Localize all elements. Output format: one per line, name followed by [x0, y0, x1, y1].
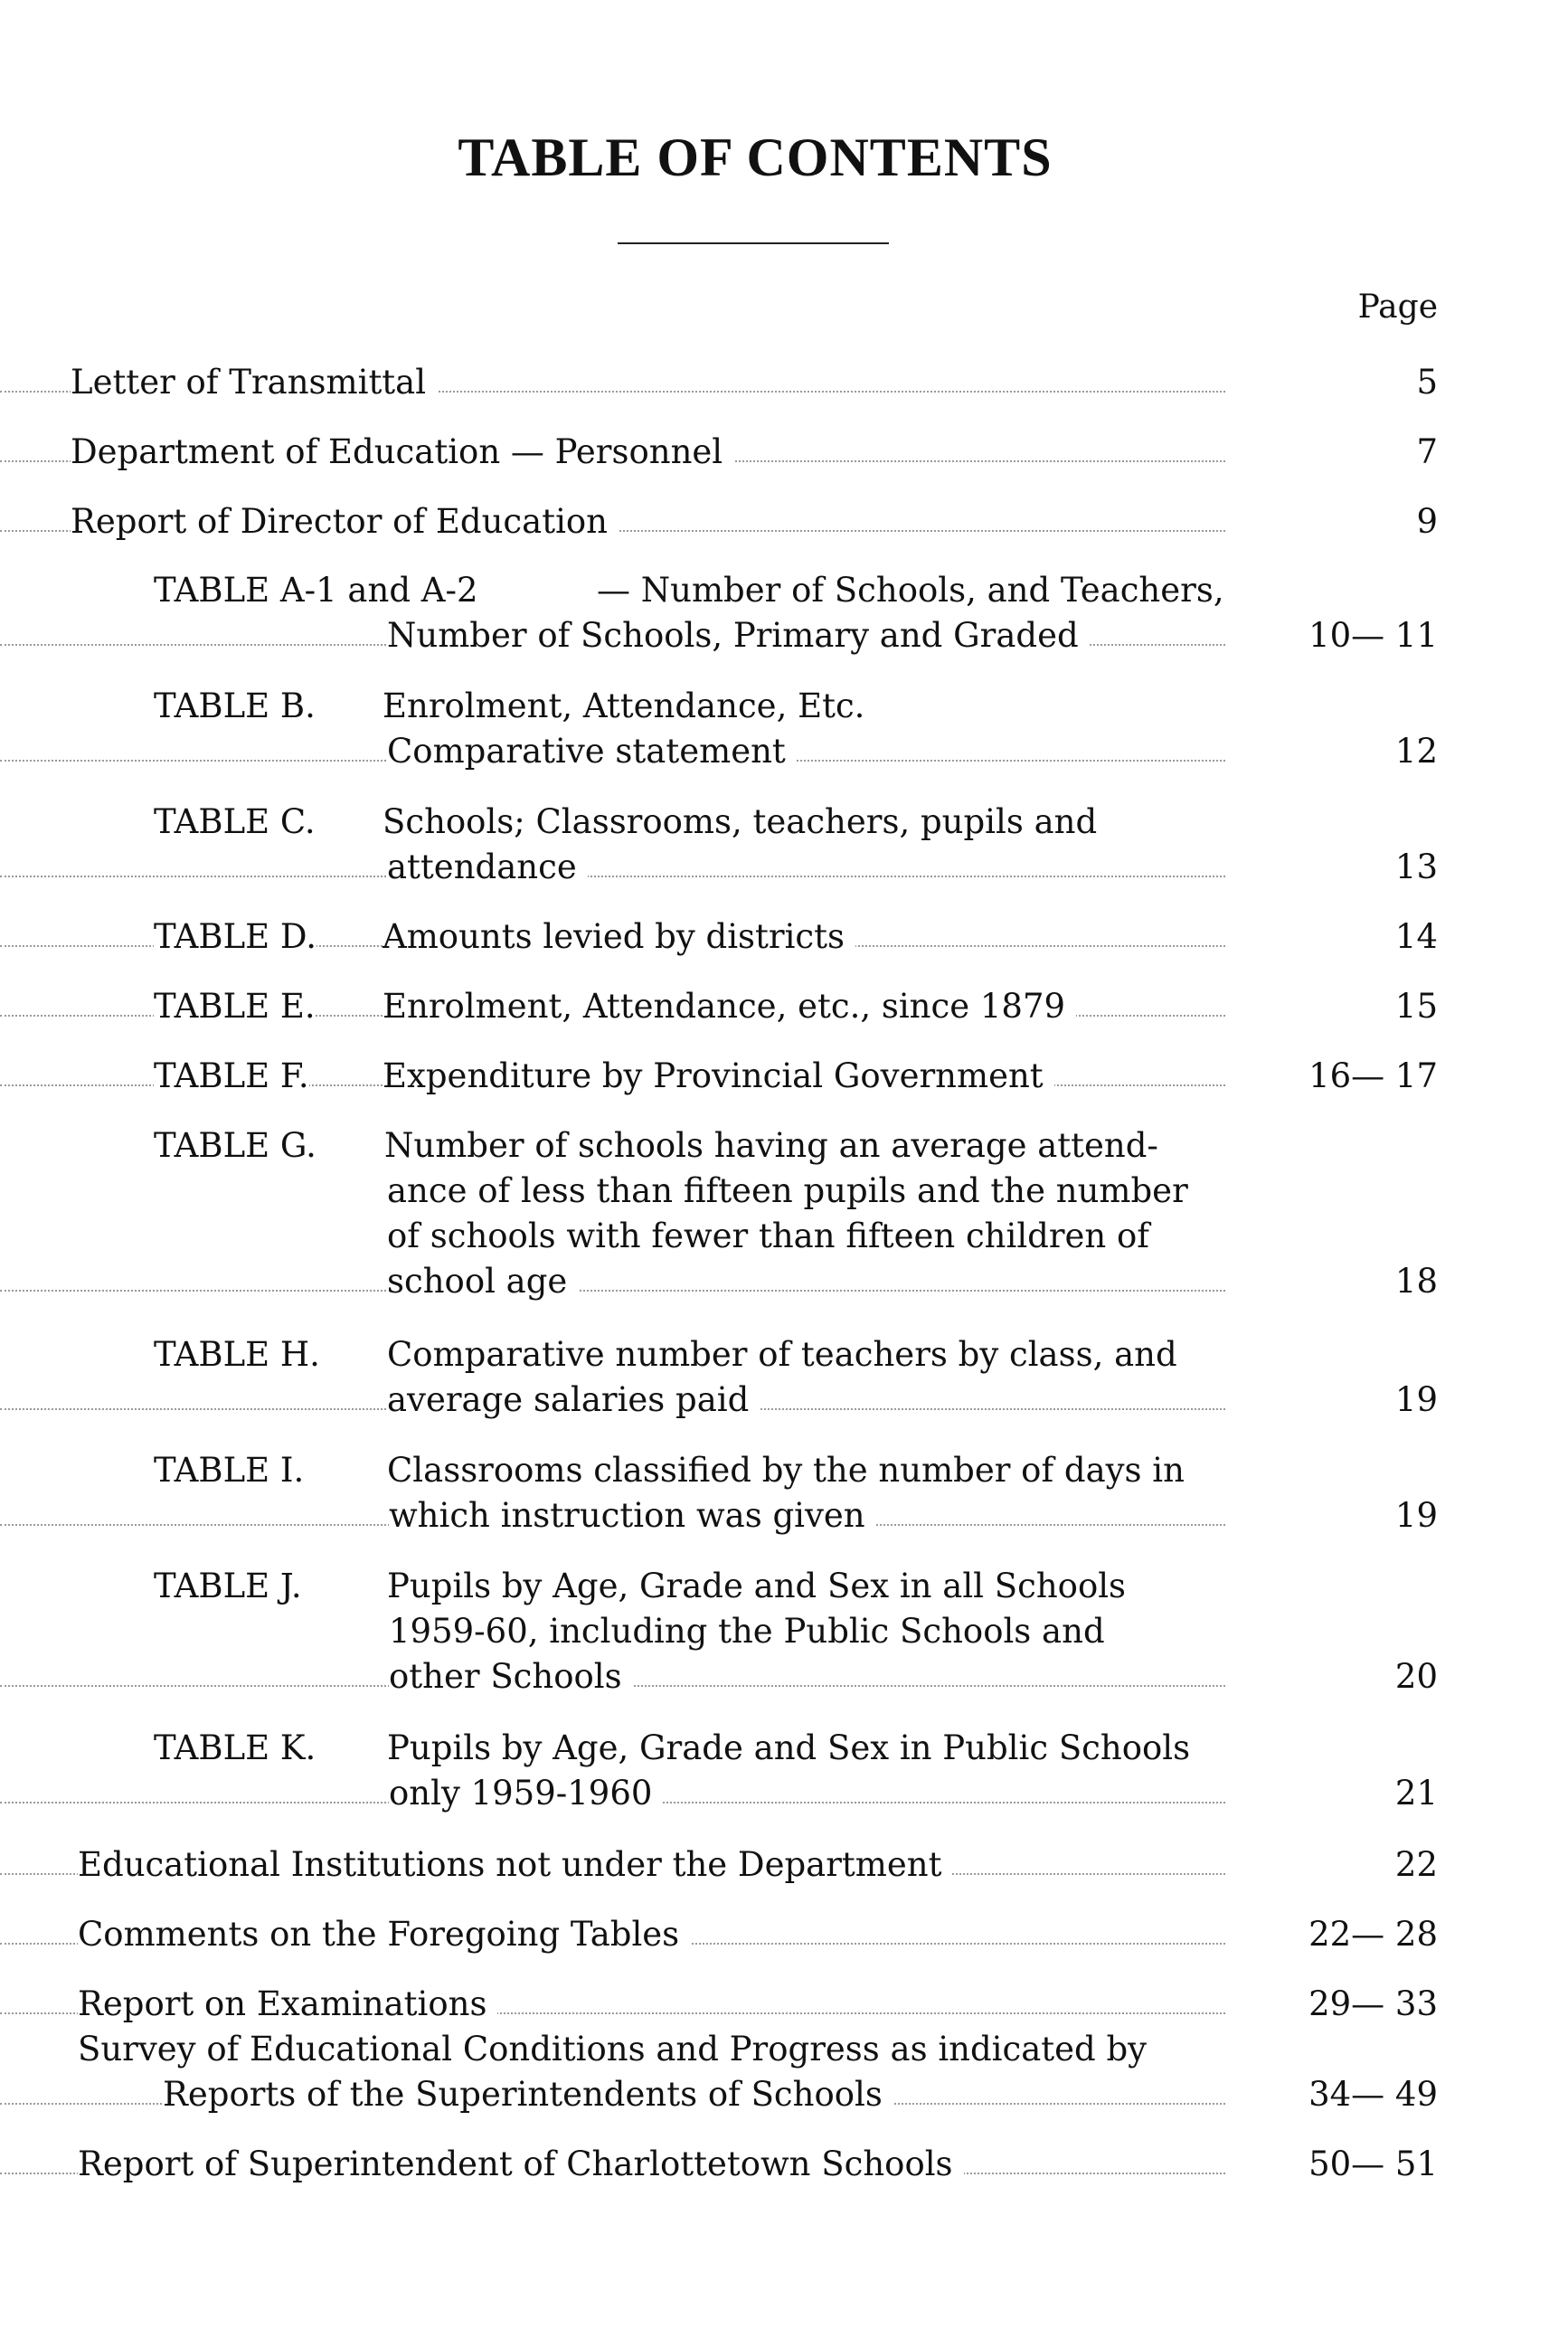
- page-number: 50— 51: [1308, 2144, 1438, 2183]
- toc-entry-director-report: [0, 499, 1568, 544]
- page-number: 18: [1394, 1262, 1438, 1301]
- toc-entry-educational-institutions: [0, 1842, 1568, 1888]
- entry-text: Number of Schools, Primary and Graded: [387, 613, 1090, 658]
- toc-entry-line: [0, 2072, 1568, 2117]
- entry-text: Schools; Classrooms, teachers, pupils and: [383, 802, 1098, 841]
- entry-text: Comments on the Foregoing Tables: [78, 1912, 690, 1957]
- page-number: 14: [1394, 917, 1438, 956]
- dot-leader: [0, 876, 1225, 877]
- toc-entry-table-e: [0, 984, 1568, 1029]
- toc-entry-line: [0, 684, 1568, 729]
- entry-text: Enrolment, Attendance, Etc.: [383, 686, 865, 725]
- toc-entry-line: [0, 1912, 1568, 1957]
- entry-text: Department of Education — Personnel: [71, 430, 733, 475]
- entry-text: of schools with fewer than fifteen children of: [387, 1217, 1149, 1255]
- page-number: 19: [1394, 1380, 1438, 1419]
- entry-text: 1959-60, including the Public Schools and: [389, 1612, 1105, 1651]
- entry-text: Classrooms classified by the number of days in: [387, 1451, 1185, 1490]
- toc-entry-line: [0, 568, 1568, 613]
- table-label: TABLE C.: [154, 802, 316, 841]
- toc-entry-survey: [0, 2027, 1568, 2117]
- toc-entry-line: [0, 2142, 1568, 2187]
- table-label: TABLE K.: [154, 1728, 316, 1767]
- toc-entry-line: [0, 1726, 1568, 1771]
- entry-text: attendance: [387, 845, 588, 890]
- toc-entry-comments: [0, 1912, 1568, 1957]
- entry-text: other Schools: [389, 1654, 633, 1699]
- toc-entry-table-f: [0, 1054, 1568, 1099]
- page-number: 22: [1394, 1845, 1438, 1884]
- toc-entry-line: [0, 1982, 1568, 2027]
- toc-entry-line: [0, 1123, 1568, 1169]
- toc-entry-line: [0, 1654, 1568, 1699]
- entry-text: school age: [387, 1259, 578, 1304]
- page-number: 5: [1416, 363, 1438, 402]
- table-label: TABLE A-1 and A-2: [154, 571, 478, 610]
- page-number: 22— 28: [1308, 1915, 1438, 1954]
- table-label: TABLE H.: [154, 1335, 320, 1374]
- title-divider: [618, 242, 889, 244]
- toc-entry-table-k: [0, 1726, 1568, 1816]
- toc-entry-line: [0, 1771, 1568, 1816]
- page-number: 13: [1394, 847, 1438, 886]
- toc-entry-table-i: [0, 1448, 1568, 1538]
- toc-entry-line: [0, 1332, 1568, 1378]
- toc-entry-table-g: [0, 1123, 1568, 1304]
- page-number: 21: [1394, 1774, 1438, 1813]
- entry-text: only 1959-1960: [389, 1771, 663, 1816]
- toc-entry-line: [0, 1259, 1568, 1304]
- entry-text: Pupils by Age, Grade and Sex in Public Schools: [387, 1728, 1191, 1767]
- entry-text: Number of schools having an average attend-: [384, 1126, 1158, 1165]
- toc-entry-line: [0, 430, 1568, 475]
- toc-entry-line: [0, 1842, 1568, 1888]
- table-label: TABLE D.: [154, 914, 316, 960]
- entry-text: Report on Examinations: [78, 1982, 497, 2027]
- toc-entry-line: [0, 499, 1568, 544]
- toc-entry-department-personnel: [0, 430, 1568, 475]
- toc-entry-line: [0, 845, 1568, 890]
- toc-entry-line: [0, 1448, 1568, 1493]
- toc-entry-table-c: [0, 800, 1568, 890]
- page-number: 10— 11: [1308, 616, 1438, 655]
- page-number: 29— 33: [1308, 1984, 1438, 2023]
- page-number: 34— 49: [1308, 2075, 1438, 2114]
- page-number: 12: [1394, 732, 1438, 771]
- toc-entry-line: [0, 1493, 1568, 1538]
- toc-entry-line: [0, 729, 1568, 774]
- table-label: TABLE B.: [154, 686, 316, 725]
- table-label: TABLE F.: [154, 1054, 309, 1099]
- entry-text: Educational Institutions not under the Department: [78, 1842, 952, 1888]
- toc-entry-letter-of-transmittal: [0, 360, 1568, 405]
- toc-entry-line: [0, 984, 1568, 1029]
- entry-text: Enrolment, Attendance, etc., since 1879: [383, 984, 1076, 1029]
- page-number: 15: [1394, 987, 1438, 1026]
- toc-entry-table-a: [0, 568, 1568, 658]
- entry-text: average salaries paid: [387, 1378, 760, 1423]
- toc-entry-line: [0, 800, 1568, 845]
- toc-entry-charlottetown: [0, 2142, 1568, 2187]
- entry-text: ance of less than fifteen pupils and the number: [387, 1171, 1188, 1210]
- toc-entry-line: [0, 1214, 1568, 1259]
- toc-entry-table-h: [0, 1332, 1568, 1423]
- entry-text: Report of Superintendent of Charlottetown Schools: [78, 2142, 964, 2187]
- toc-entry-examinations: [0, 1982, 1568, 2027]
- toc-entry-line: [0, 613, 1568, 658]
- toc-entry-line: [0, 914, 1568, 960]
- entry-text: Expenditure by Provincial Government: [383, 1054, 1054, 1099]
- table-label: TABLE I.: [154, 1451, 305, 1490]
- toc-entry-line: [0, 1609, 1568, 1654]
- table-label: TABLE J.: [154, 1567, 302, 1605]
- page-title: TABLE OF CONTENTS: [458, 128, 1053, 187]
- toc-entry-line: [0, 2027, 1568, 2072]
- table-label: TABLE E.: [154, 984, 316, 1029]
- entry-text: which instruction was given: [389, 1493, 876, 1538]
- entry-text: Report of Director of Education: [71, 499, 619, 544]
- page-number: 20: [1394, 1657, 1438, 1696]
- page-number: 19: [1394, 1496, 1438, 1535]
- entry-text: Comparative number of teachers by class, and: [387, 1335, 1177, 1374]
- entry-text: — Number of Schools, and Teachers,: [597, 571, 1224, 610]
- entry-text: Pupils by Age, Grade and Sex in all Schools: [387, 1567, 1127, 1605]
- toc-entry-table-j: [0, 1564, 1568, 1699]
- page-number: 7: [1416, 432, 1438, 471]
- page-number: 9: [1416, 502, 1438, 541]
- toc-entry-line: [0, 1054, 1568, 1099]
- toc-entry-line: [0, 1169, 1568, 1214]
- toc-entry-line: [0, 1378, 1568, 1423]
- toc-entry-table-b: [0, 684, 1568, 774]
- entry-text: Letter of Transmittal: [71, 360, 437, 405]
- toc-entry-table-d: [0, 914, 1568, 960]
- entry-text: Survey of Educational Conditions and Progress as indicated by: [78, 2030, 1148, 2069]
- entry-text: Comparative statement: [387, 729, 797, 774]
- table-label: TABLE G.: [154, 1126, 316, 1165]
- entry-text: Reports of the Superintendents of Schools: [163, 2072, 893, 2117]
- page-number: 16— 17: [1308, 1056, 1438, 1095]
- toc-entry-line: [0, 1564, 1568, 1609]
- entry-text: Amounts levied by districts: [383, 914, 855, 960]
- dot-leader: [0, 1290, 1225, 1292]
- toc-entry-line: [0, 360, 1568, 405]
- page-column-header: Page: [1357, 289, 1438, 326]
